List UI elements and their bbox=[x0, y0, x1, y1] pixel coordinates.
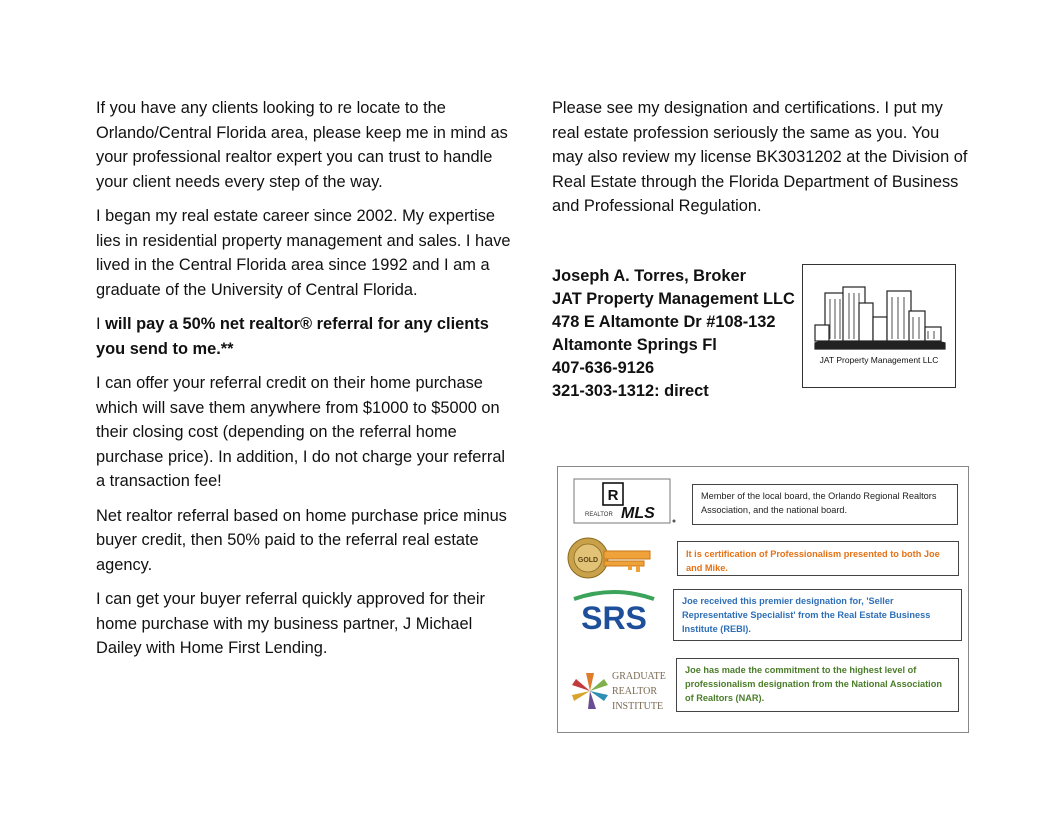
intro-paragraph: If you have any clients looking to re locate to the Orlando/Central Florida area, please keep me in mind as your professional realtor expert you can trust to handle your client needs every step of the way. bbox=[96, 99, 508, 191]
gold-mark: GOLD bbox=[577, 557, 599, 564]
gri-graduate-mark: GRADUATE bbox=[612, 671, 666, 682]
company-logo bbox=[802, 264, 956, 388]
referral-offer-bold: will pay a 50% net realtor® referral for any clients you send to me.** bbox=[96, 315, 489, 358]
net-referral-paragraph: Net realtor referral based on home purchase price minus buyer credit, then 50% paid to the referral real estate agency. bbox=[96, 506, 507, 574]
contact-name: Joseph A. Torres, Broker bbox=[552, 267, 747, 285]
career-paragraph: I began my real estate career since 2002. My expertise lies in residential property management and sales. I have lived in the Central Florida area since 1992 and I am a graduate of the University of Central Florida. bbox=[96, 207, 511, 299]
referral-offer-prefix: I bbox=[96, 315, 106, 333]
cert-realtor-mls-text: Member of the local board, the Orlando Regional Realtors Association, and the national board. bbox=[692, 484, 958, 525]
city-skyline-icon bbox=[803, 265, 955, 355]
svg-text:R: R bbox=[607, 487, 619, 504]
contact-block bbox=[552, 265, 802, 403]
contact-phone-office: 407-636-9126 bbox=[552, 359, 655, 377]
srs-icon bbox=[570, 587, 660, 633]
certifications-intro-paragraph: Please see my designation and certifications. I put my real estate profession seriously the same as you. You may also review my license BK3031202 at the Division of Real Estate through the Florida Department of Business and Professional Regulation. bbox=[552, 99, 968, 215]
logo-caption: JAT Property Management LLC bbox=[819, 355, 939, 365]
gold-key-icon bbox=[566, 533, 656, 583]
contact-phone-direct: 321-303-1312: direct bbox=[552, 382, 709, 400]
realtor-mark: REALTOR bbox=[585, 512, 613, 518]
cert-srs-text: Joe received this premier designation for, 'Seller Representative Specialist' from the Real Estate Business Institute (REBI). bbox=[673, 589, 962, 641]
contact-company: JAT Property Management LLC bbox=[552, 290, 795, 308]
right-column bbox=[552, 96, 972, 229]
gri-icon bbox=[570, 661, 670, 721]
cert-gri-text: Joe has made the commitment to the highest level of professionalism designation from the National Association of Realtors (NAR). bbox=[676, 658, 959, 712]
certifications-panel bbox=[557, 466, 969, 733]
left-column bbox=[96, 96, 516, 671]
referral-offer-paragraph bbox=[96, 312, 516, 361]
gri-realtor-mark: REALTOR bbox=[612, 686, 658, 697]
cert-gold-key-text: It is certification of Professionalism presented to both Joe and Mike. bbox=[677, 541, 959, 576]
credit-paragraph: I can offer your referral credit on their home purchase which will save them anywhere from $1000 to $5000 on their closing cost (depending on the referral home purchase price). In addition, I do not charge your referral a transaction fee! bbox=[96, 374, 506, 490]
lending-paragraph: I can get your buyer referral quickly approved for their home purchase with my business partner, J Michael Dailey with Home First Lending. bbox=[96, 590, 486, 657]
realtor-mls-icon bbox=[573, 478, 679, 526]
contact-city: Altamonte Springs Fl bbox=[552, 336, 717, 354]
srs-mark: SRS bbox=[581, 600, 647, 633]
contact-address: 478 E Altamonte Dr #108-132 bbox=[552, 313, 776, 331]
mls-mark: MLS bbox=[621, 505, 655, 522]
gri-institute-mark: INSTITUTE bbox=[612, 701, 664, 712]
